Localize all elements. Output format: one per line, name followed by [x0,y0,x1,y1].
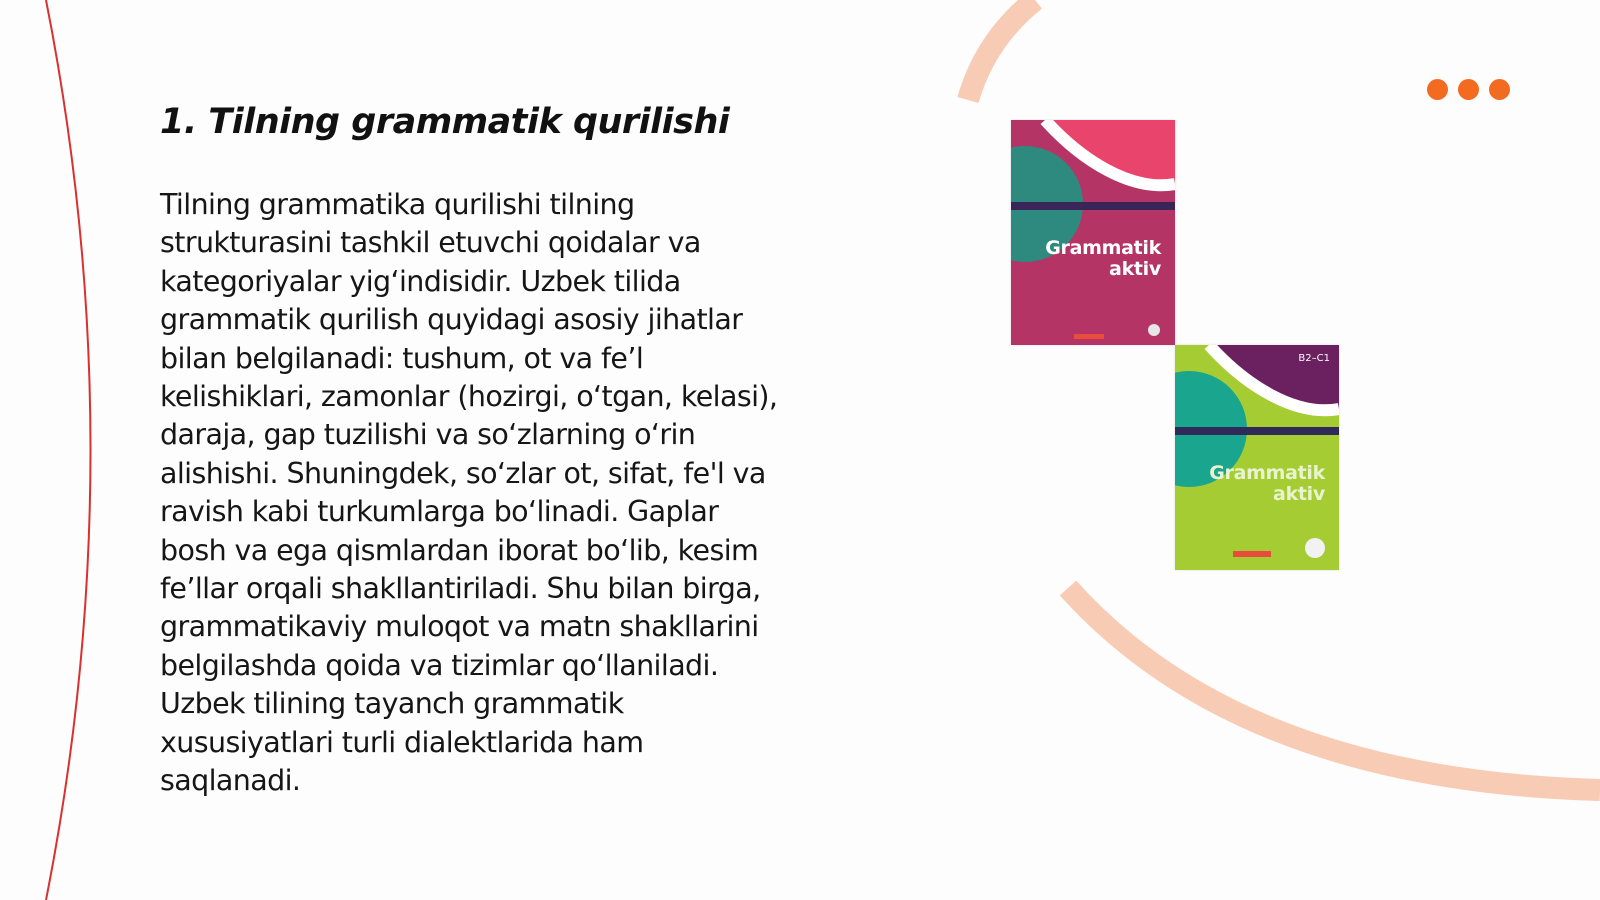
body-line: daraja, gap tuzilishi va so‘zlarning o‘rin [160,418,696,452]
dot [1489,79,1510,100]
body-line: xususiyatlari turli dialektlarida ham [160,725,644,759]
body-line: kelishiklari, zamonlar (hozirgi, o‘tgan, kelasi), [160,380,778,414]
book-title-line: aktiv [1109,258,1161,280]
body-line: grammatik qurilish quyidagi asosiy jihatlar [160,303,743,337]
book-title-line: Grammatik [1045,237,1161,259]
more-options-icon [1427,79,1510,100]
left-red-curve [46,0,91,900]
body-line: saqlanadi. [160,764,301,798]
body-line: belgilashda qoida va tizimlar qo‘llaniladi. [160,648,719,682]
slide-body-text [160,186,850,801]
book-level-badge: B2–C1 [1298,353,1330,364]
body-line: fe’llar orqali shakllantiriladi. Shu bilan birga, [160,572,761,606]
dot [1458,79,1479,100]
bottom-peach-arc [1068,588,1600,790]
body-line: kategoriyalar yig‘indisidir. Uzbek tilida [160,264,681,298]
book-title [1209,463,1325,505]
body-line: Uzbek tilining tayanch grammatik [160,687,624,721]
slide-title: 1. Tilning grammatik qurilishi [160,102,730,142]
book-cover-art [1011,120,1175,345]
book-title [1045,238,1161,280]
body-line: bosh va ega qismlardan iborat bo‘lib, kesim [160,533,759,567]
book-title-line: aktiv [1273,483,1325,505]
book-cover-art [1175,345,1339,570]
top-peach-arc [968,0,1035,100]
body-line: grammatikaviy muloqot va matn shakllarini [160,610,759,644]
book-cover-grammatik-aktiv-magenta [1011,120,1175,345]
body-line: ravish kabi turkumlarga bo‘linadi. Gaplar [160,495,719,529]
body-line: strukturasini tashkil etuvchi qoidalar va [160,226,701,260]
body-line: bilan belgilanadi: tushum, ot va fe’l [160,341,644,375]
book-title-line: Grammatik [1209,462,1325,484]
book-cover-grammatik-aktiv-green [1175,345,1339,570]
body-line: alishishi. Shuningdek, so‘zlar ot, sifat, fe'l va [160,456,766,490]
body-line: Tilning grammatika qurilishi tilning [160,188,635,221]
dot [1427,79,1448,100]
